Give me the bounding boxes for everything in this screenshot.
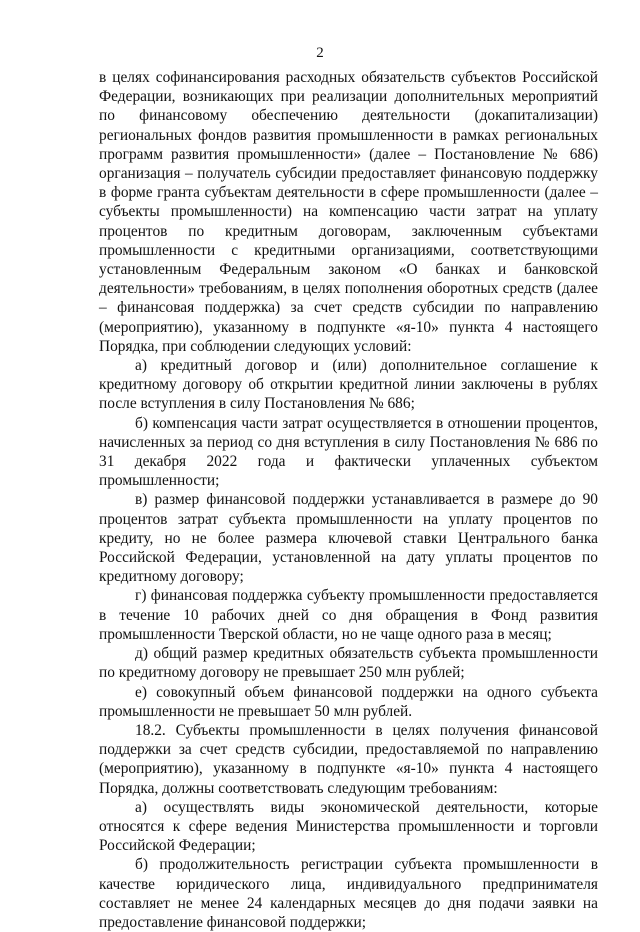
paragraph-condition-v: в) размер финансовой поддержки устанавливается в размере до 90 процентов затрат субъекта промышленности на уплату процентов по кредиту, но не более размера ключевой ставки Центрального банка Российской Федерации, установленной на дату уплаты процентов по кредитному договору; [99,491,598,586]
paragraph-condition-b: б) компенсация части затрат осуществляется в отношении процентов, начисленных за период со дня вступления в силу Постановления № 686 по 31 декабря 2022 года и фактически уплаченных субъектом промышленности; [99,414,598,490]
paragraph-requirement-a: а) осуществлять виды экономической деятельности, которые относятся к сфере ведения Министерства промышленности и торговли Российской Федерации; [99,798,598,855]
paragraph-condition-a: а) кредитный договор и (или) дополнительное соглашение к кредитному договору об открытии кредитной линии заключены в рублях после вступления в силу Постановления № 686; [99,357,598,413]
paragraph-condition-d: д) общий размер кредитных обязательств субъекта промышленности по кредитному договору не превышает 250 млн рублей; [99,645,598,682]
paragraph-condition-e: е) совокупный объем финансовой поддержки на одного субъекта промышленности не превышает 50 млн рублей. [99,683,598,720]
paragraph-intro: в целях софинансирования расходных обязательств субъектов Российской Федерации, возникающих при реализации дополнительных мероприятий по финансовому обеспечению деятельности (докапитализации) региональных фондов развития промышленности в рамках региональных программ развития промышленности» (далее – Постановление № 686) организация – получатель субсидии предоставляет финансовую поддержку в форме гранта субъектам деятельности в сфере промышленности (далее – субъекты промышленности) на компенсацию части затрат на уплату процентов по кредитным договорам, заключенным субъектами промышленности с кредитными организациями, соответствующими установленным Федеральным законом «О банках и банковской деятельности» требованиям, в целях пополнения оборотных средств (далее – финансовая поддержка) за счет средств субсидии по направлению (мероприятию), указанному в подпункте «я-10» пункта 4 настоящего Порядка, при соблюдении следующих условий: [99,69,598,355]
paragraph-section-18-2: 18.2. Субъекты промышленности в целях получения финансовой поддержки за счет средств субсидии, предоставляемой по направлению (мероприятию), указанному в подпункте «я-10» пункта 4 настоящего Порядка, должны соответствовать следующим требованиям: [99,721,598,797]
page-number: 2 [316,45,324,61]
paragraph-condition-g: г) финансовая поддержка субъекту промышленности предоставляется в течение 10 рабочих дней со дня обращения в Фонд развития промышленности Тверской области, но не чаще одного раза в месяц; [99,587,598,643]
paragraph-requirement-b: б) продолжительность регистрации субъекта промышленности в качестве юридического лица, индивидуального предпринимателя составляет не менее 24 календарных месяцев до дня подачи заявки на предоставление финансовой поддержки; [99,856,598,931]
document-body [99,68,598,932]
